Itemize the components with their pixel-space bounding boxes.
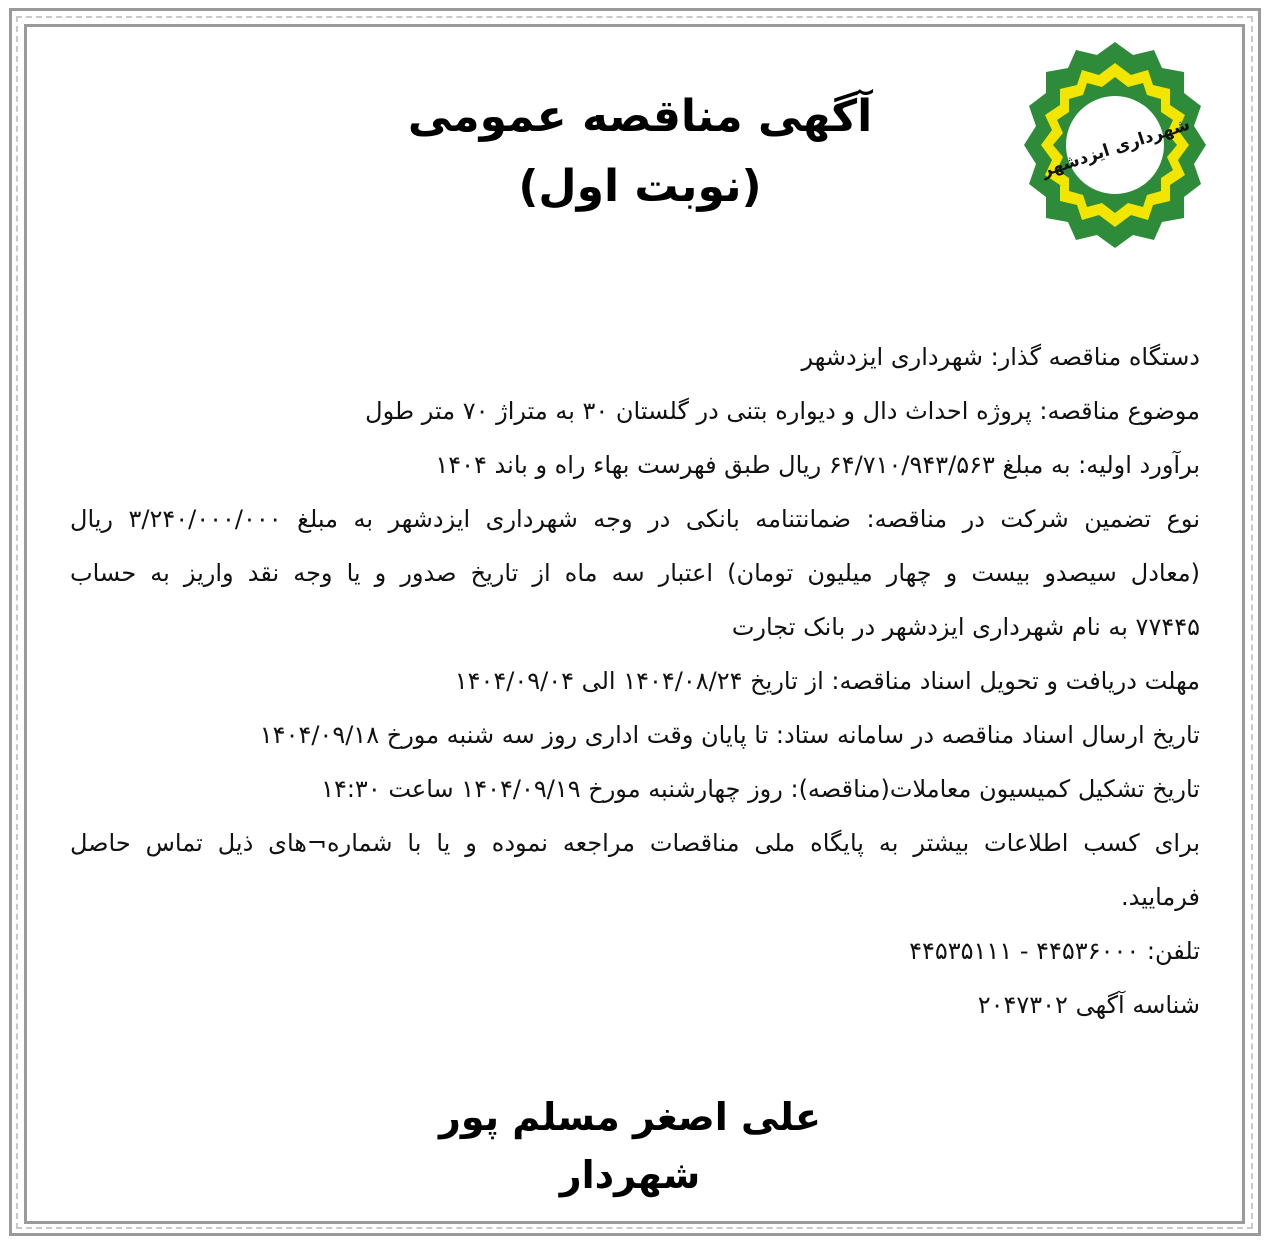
guarantee-details: (معادل سیصدو بیست و چهار میلیون تومان) اعتبار سه ماه از تاریخ صدور و یا وجه نقد واریز به حساب — [70, 559, 1200, 587]
signatory-role: شهردار — [559, 1153, 701, 1197]
title-main: آگهی مناقصه عمومی — [407, 91, 873, 142]
logo-text: شهرداری ایزدشهر — [1039, 114, 1193, 182]
guarantee-type: نوع تضمین شرکت در مناقصه: ضمانتنامه بانکی در وجه شهرداری ایزدشهر به مبلغ ۳/۲۴۰/۰۰۰/۰۰۰ ریال — [70, 505, 1200, 533]
guarantee-account: ۷۷۴۴۵ به نام شهرداری ایزدشهر در بانک تجارت — [731, 613, 1200, 641]
more-info: برای کسب اطلاعات بیشتر به پایگاه ملی مناقصات مراجعه نموده و یا با شماره¬های ذیل تماس حاصل — [70, 829, 1200, 857]
logo-emblem-icon — [1012, 42, 1218, 248]
tender-subject: موضوع مناقصه: پروژه احداث دال و دیواره بتنی در گلستان ۳۰ به متراژ ۷۰ متر طول — [365, 397, 1200, 425]
signatory-name: علی اصغر مسلم پور — [439, 1095, 821, 1139]
initial-estimate: برآورد اولیه: به مبلغ ۶۴/۷۱۰/۹۴۳/۵۶۳ ریال طبق فهرست بهاء راه و باند ۱۴۰۴ — [435, 451, 1200, 479]
tender-organizer: دستگاه مناقصه گذار: شهرداری ایزدشهر — [801, 343, 1200, 371]
municipality-logo — [1012, 42, 1218, 248]
more-info-end: فرمایید. — [1120, 883, 1200, 911]
phone-numbers: تلفن: ۴۴۵۳۶۰۰۰ - ۴۴۵۳۵۱۱۱ — [909, 937, 1200, 965]
signature-block — [330, 1088, 930, 1204]
notice-id: شناسه آگهی ۲۰۴۷۳۰۲ — [977, 991, 1200, 1019]
documents-deadline: مهلت دریافت و تحویل اسناد مناقصه: از تاریخ ۱۴۰۴/۰۸/۲۴ الی ۱۴۰۴/۰۹/۰۴ — [454, 667, 1200, 695]
notice-title — [300, 82, 980, 222]
notice-body — [70, 330, 1200, 1032]
title-round: (نوبت اول) — [518, 161, 762, 212]
submission-date: تاریخ ارسال اسناد مناقصه در سامانه ستاد: تا پایان وقت اداری روز سه شنبه مورخ ۱۴۰۴/۰۹/۱۸ — [259, 721, 1200, 749]
commission-date: تاریخ تشکیل کمیسیون معاملات(مناقصه): روز چهارشنبه مورخ ۱۴۰۴/۰۹/۱۹ ساعت ۱۴:۳۰ — [321, 775, 1200, 803]
